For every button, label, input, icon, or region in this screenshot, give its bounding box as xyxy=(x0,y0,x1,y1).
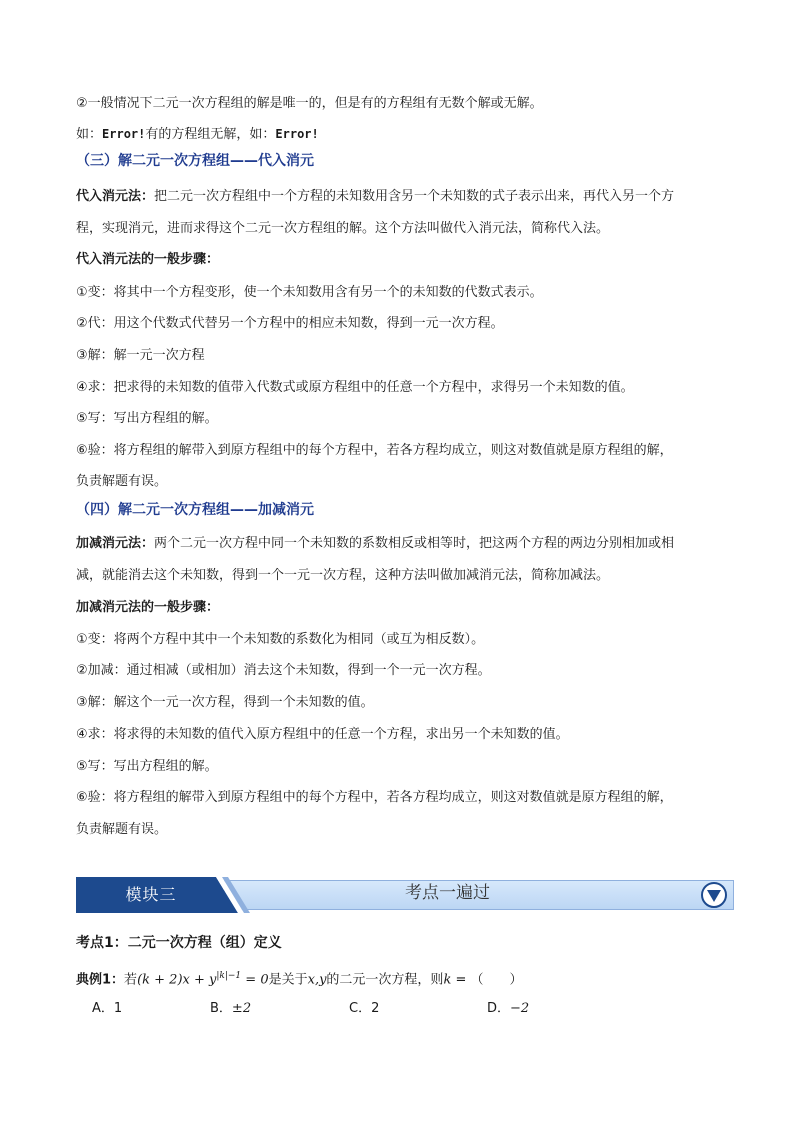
elimination-step: 负责解题有误。 xyxy=(76,822,168,837)
elimination-steps-title: 加减消元法的一般步骤： xyxy=(76,600,220,615)
banner-module-label: 模块三 xyxy=(125,885,177,904)
substitution-step: ②代：用这个代数式代替另一个方程中的相应未知数，得到一元一次方程。 xyxy=(76,316,504,331)
option-value: ±2 xyxy=(231,1001,252,1016)
error-text: Error! xyxy=(275,127,319,141)
option-value: 1 xyxy=(113,1001,123,1016)
definition-label: 加减消元法： xyxy=(76,536,155,551)
option-c[interactable] xyxy=(349,1000,379,1018)
option-letter: C． xyxy=(349,1001,372,1016)
substitution-definition-line2: 程，实现消元，进而求得这个二元一次方程组的解。这个方法叫做代入消元法，简称代入法。 xyxy=(76,221,610,236)
substitution-step: ⑥验：将方程组的解带入到原方程组中的每个方程中，若各方程均成立，则这对数值就是原方程组的解， xyxy=(76,443,673,458)
option-value: 2 xyxy=(371,1001,380,1016)
module-banner xyxy=(76,877,734,913)
option-letter: D． xyxy=(487,1001,511,1016)
option-d[interactable] xyxy=(487,1000,529,1018)
elimination-step: ③解：解这个一元一次方程，得到一个未知数的值。 xyxy=(76,695,374,710)
math-expression: = 0 xyxy=(241,972,269,988)
paragraph-error-example xyxy=(76,125,319,144)
example-text: 是关于 xyxy=(268,972,308,988)
triangle-down-icon xyxy=(701,882,727,908)
example-mid: 有的方程组无解，如： xyxy=(145,127,276,142)
section-heading-substitution: （三）解二元一次方程组——代入消元 xyxy=(76,153,314,169)
option-letter: A． xyxy=(92,1001,114,1016)
error-text: Error! xyxy=(102,127,146,141)
math-variables: x,y xyxy=(307,972,327,988)
elimination-definition-line2: 减，就能消去这个未知数，得到一个一元一次方程，这种方法叫做加减消元法，简称加减法。 xyxy=(76,568,610,583)
substitution-step: ⑤写：写出方程组的解。 xyxy=(76,411,218,426)
definition-label: 代入消元法： xyxy=(76,189,155,204)
math-variable: k xyxy=(443,972,452,988)
example-text: 的二元一次方程，则 xyxy=(326,972,444,988)
option-value: −2 xyxy=(510,1001,530,1016)
elimination-step: ⑤写：写出方程组的解。 xyxy=(76,759,218,774)
substitution-definition-line1 xyxy=(76,188,674,206)
option-b[interactable] xyxy=(210,1000,251,1018)
example-label: 典例1： xyxy=(76,972,125,988)
kaodian-heading: 考点1：二元一次方程（组）定义 xyxy=(76,935,282,951)
math-expression: (k + 2)x + y xyxy=(137,972,217,988)
example-tail: = （ ） xyxy=(451,972,523,988)
substitution-step: ③解：解一元一次方程 xyxy=(76,348,205,363)
banner-title-bar xyxy=(224,880,734,910)
example-prefix: 如： xyxy=(76,127,103,142)
elimination-step: ②加减：通过相减（或相加）消去这个未知数，得到一个一元一次方程。 xyxy=(76,663,491,678)
math-exponent: |k|−1 xyxy=(216,971,242,981)
substitution-steps-title: 代入消元法的一般步骤： xyxy=(76,252,220,267)
elimination-step: ④求：将求得的未知数的值代入原方程组中的任意一个方程，求出另一个未知数的值。 xyxy=(76,727,569,742)
section-heading-elimination: （四）解二元一次方程组——加减消元 xyxy=(76,502,314,518)
banner-title: 考点一遍过 xyxy=(405,883,490,903)
definition-text: 把二元一次方程组中一个方程的未知数用含另一个未知数的式子表示出来，再代入另一个方 xyxy=(154,189,675,204)
definition-text: 两个二元一次方程中同一个未知数的系数相反或相等时，把这两个方程的两边分别相加或相 xyxy=(154,536,675,551)
substitution-step: ④求：把求得的未知数的值带入代数式或原方程组中的任意一个方程中，求得另一个未知数的值。 xyxy=(76,380,634,395)
elimination-definition-line1 xyxy=(76,535,674,553)
option-a[interactable] xyxy=(92,1000,122,1018)
paragraph-unique-solution: ②一般情况下二元一次方程组的解是唯一的，但是有的方程组有无数个解或无解。 xyxy=(76,96,543,111)
elimination-step: ⑥验：将方程组的解带入到原方程组中的每个方程中，若各方程均成立，则这对数值就是原方程组的解， xyxy=(76,790,673,805)
option-letter: B． xyxy=(210,1001,232,1016)
substitution-step: ①变：将其中一个方程变形，使一个未知数用含有另一个的未知数的代数式表示。 xyxy=(76,285,543,300)
example-text: 若 xyxy=(124,972,138,988)
elimination-step: ①变：将两个方程中其中一个未知数的系数化为相同（或互为相反数）。 xyxy=(76,632,485,647)
example-question xyxy=(76,967,523,989)
substitution-step: 负责解题有误。 xyxy=(76,474,168,489)
